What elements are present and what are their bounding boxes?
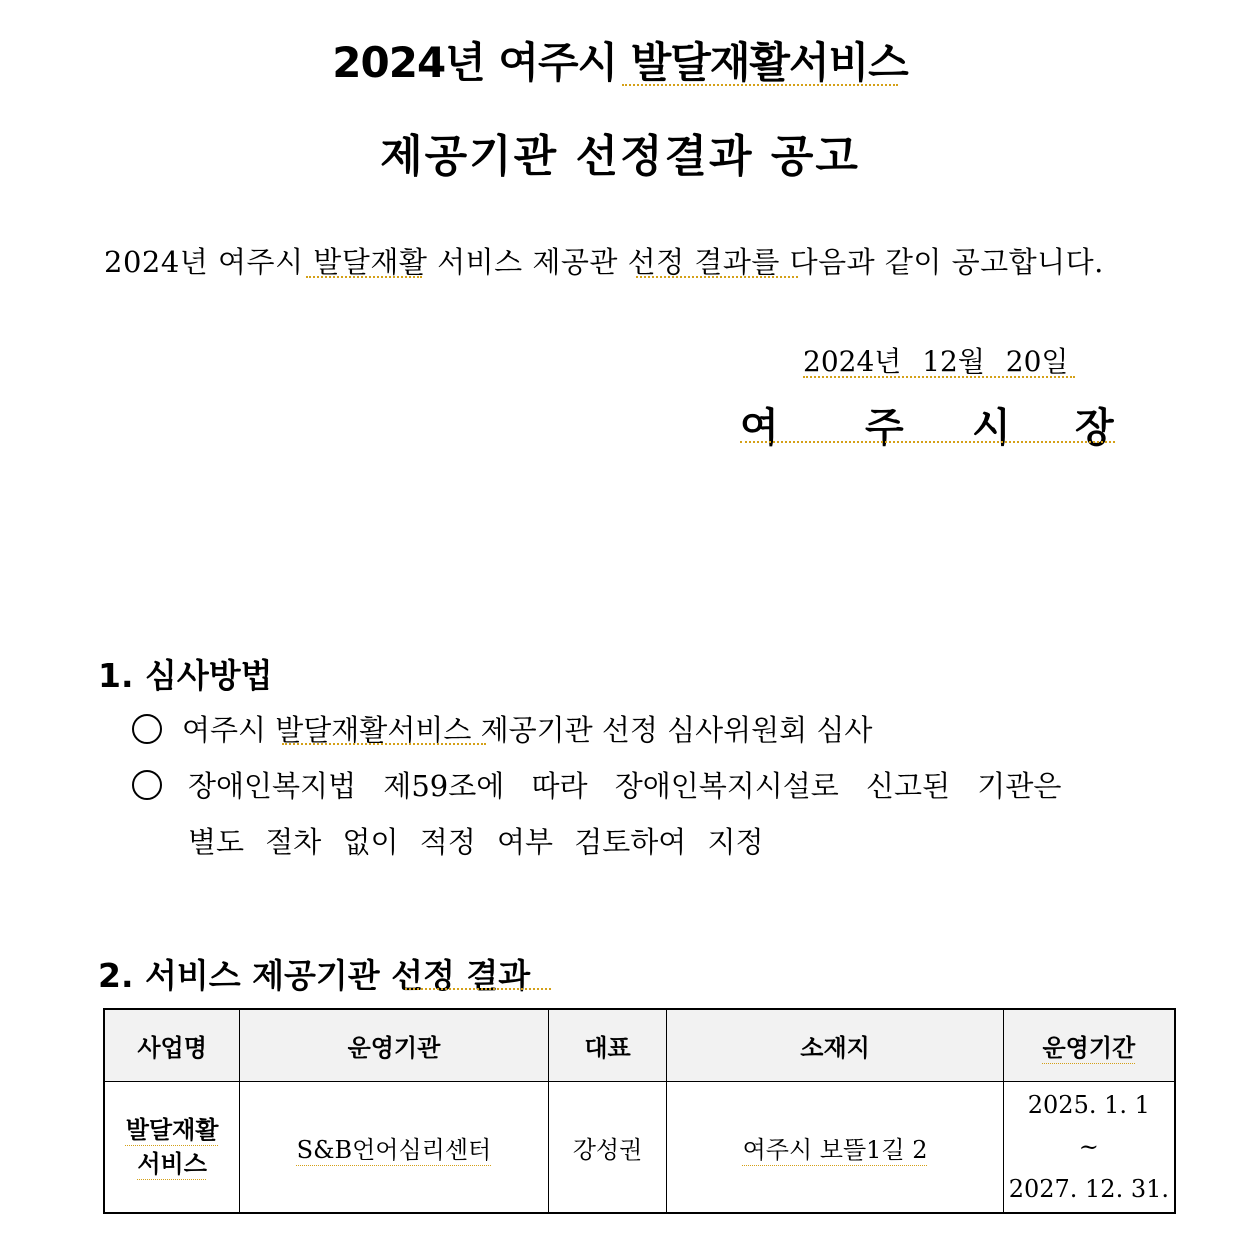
header-location: 소재지: [667, 1009, 1003, 1082]
period-separator: ~: [1078, 1133, 1099, 1161]
business-name-line-1: 발달재활: [125, 1115, 219, 1144]
cell-period: [1003, 1082, 1175, 1214]
header-business-name: 사업명: [104, 1009, 240, 1082]
signer-char: 시: [972, 404, 1011, 451]
header-representative: 대표: [548, 1009, 667, 1082]
section-1-bullet-2: 장애인복지법 제59조에 따라 장애인복지시설로 신고된 기관은: [188, 769, 1062, 803]
intro-paragraph: 2024년 여주시 발달재활 서비스 제공관 선정 결과를 다음과 같이 공고합니다.: [104, 245, 1104, 279]
spellcheck-underline: [636, 276, 798, 278]
location-address: 여주시 보뜰1길 2: [742, 1135, 928, 1164]
section-1-bullet-2-continued: 별도 절차 없이 적정 여부 검토하여 지정: [188, 825, 764, 859]
section-1-bullet-1: 여주시 발달재활서비스 제공기관 선정 심사위원회 심사: [182, 713, 873, 747]
table-header-row: [104, 1009, 1175, 1082]
cell-institution: [240, 1082, 548, 1214]
spellcheck-underline: [306, 276, 422, 278]
title-line-2: 제공기관 선정결과 공고: [380, 131, 860, 182]
signer-char: 여: [740, 404, 779, 451]
spellcheck-underline: [282, 743, 486, 745]
header-period: [1003, 1009, 1175, 1082]
cell-business-name: [104, 1082, 240, 1214]
title-line-1: 2024년 여주시 발달재활서비스: [332, 38, 908, 87]
period-start: 2025. 1. 1: [1027, 1091, 1150, 1119]
header-period-text: 운영기간: [1042, 1033, 1136, 1062]
signer-mayor: [740, 396, 1115, 451]
circle-bullet-icon: [132, 714, 162, 744]
section-1-heading: 1. 심사방법: [98, 656, 273, 695]
cell-representative: 강성권: [548, 1082, 667, 1214]
announcement-date: 2024년 12월 20일: [803, 345, 1069, 378]
header-institution: 운영기관: [240, 1009, 548, 1082]
institution-name: S&B언어심리센터: [296, 1135, 492, 1164]
spellcheck-underline: [622, 84, 898, 86]
period-end: 2027. 12. 31.: [1008, 1175, 1169, 1203]
selection-result-table: [103, 1008, 1176, 1214]
business-name-line-2: 서비스: [137, 1149, 207, 1178]
cell-location: [667, 1082, 1003, 1214]
signer-char: 장: [1075, 404, 1114, 451]
spellcheck-underline: [803, 376, 1075, 378]
section-2-heading: 2. 서비스 제공기관 선정 결과: [98, 956, 531, 995]
spellcheck-underline: [740, 441, 1115, 443]
table-row: [104, 1082, 1175, 1214]
circle-bullet-icon: [132, 770, 162, 800]
spellcheck-underline: [405, 988, 551, 990]
signer-char: 주: [865, 404, 904, 451]
